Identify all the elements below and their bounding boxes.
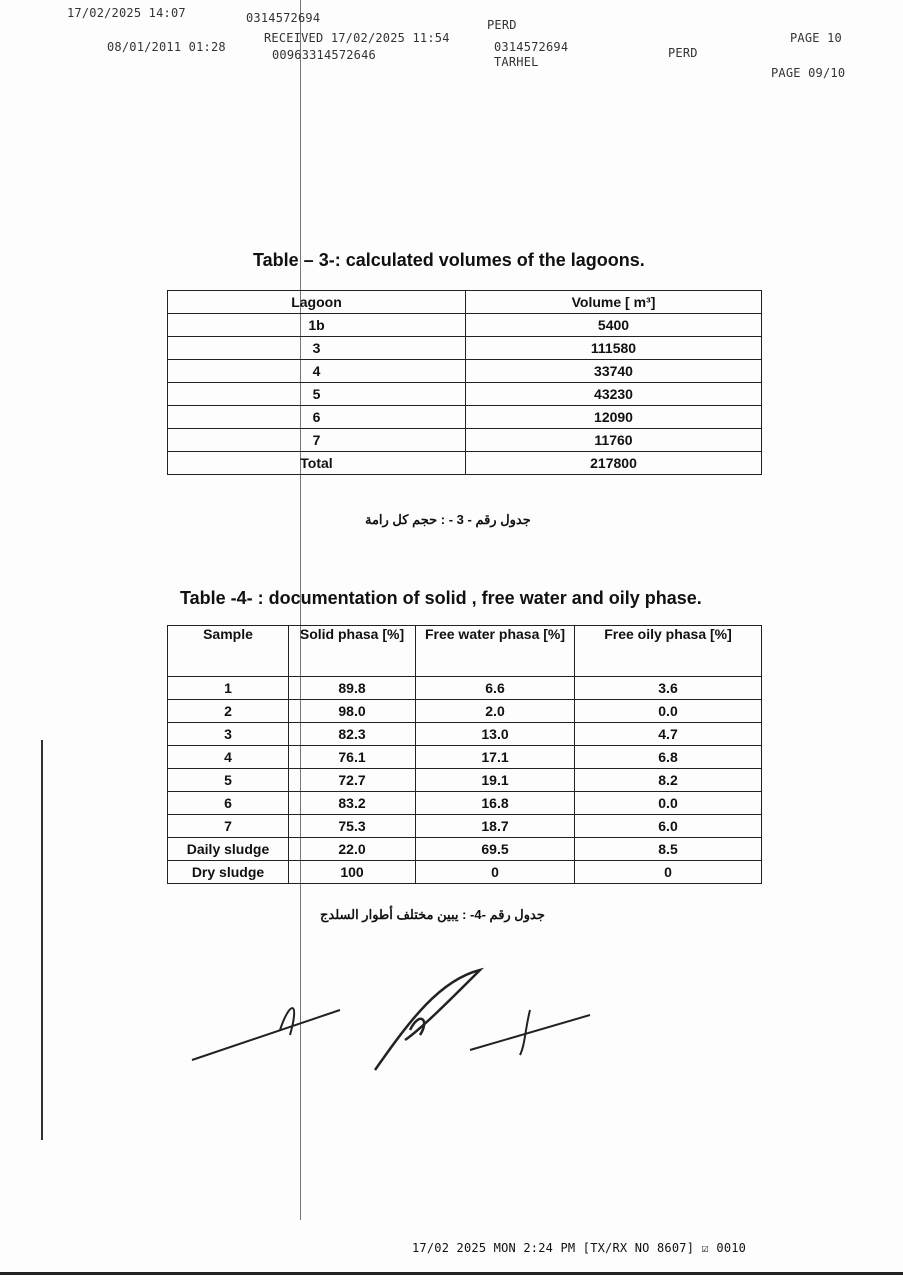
cell: 16.8 bbox=[416, 792, 575, 815]
cell: 4.7 bbox=[575, 723, 762, 746]
cell: 2 bbox=[168, 700, 289, 723]
table-row bbox=[168, 769, 762, 792]
table3-caption: Table – 3-: calculated volumes of the lagoons. bbox=[253, 250, 645, 270]
cell: 6.0 bbox=[575, 815, 762, 838]
signature-2 bbox=[375, 970, 480, 1070]
column-header: Free water phasa [%] bbox=[416, 626, 575, 677]
phase-documentation-table bbox=[167, 625, 762, 884]
table-row-total bbox=[168, 452, 762, 475]
cell: 217800 bbox=[466, 452, 762, 475]
cell: 13.0 bbox=[416, 723, 575, 746]
cell: 12090 bbox=[466, 406, 762, 429]
signature-3 bbox=[470, 1010, 590, 1055]
table-row bbox=[168, 792, 762, 815]
table3-arabic-caption: جدول رقم - 3 - : حجم كل رامة bbox=[365, 512, 531, 527]
table-header-row bbox=[168, 291, 762, 314]
fax-name-1: PERD bbox=[487, 18, 517, 32]
scan-edge-line bbox=[41, 740, 43, 1140]
cell: 22.0 bbox=[289, 838, 416, 861]
cell: Dry sludge bbox=[168, 861, 289, 884]
fax-page-a: PAGE 10 bbox=[790, 31, 842, 45]
cell: 5 bbox=[168, 769, 289, 792]
fax-name-2: PERD bbox=[668, 46, 698, 60]
lagoon-volumes-table bbox=[167, 290, 762, 475]
cell: 3 bbox=[168, 337, 466, 360]
table-header-row bbox=[168, 626, 762, 677]
fax-sender-name: TARHEL bbox=[494, 55, 539, 69]
cell: Daily sludge bbox=[168, 838, 289, 861]
cell: 43230 bbox=[466, 383, 762, 406]
cell: 8.2 bbox=[575, 769, 762, 792]
table-row bbox=[168, 677, 762, 700]
column-header: Free oily phasa [%] bbox=[575, 626, 762, 677]
column-header: Solid phasa [%] bbox=[289, 626, 416, 677]
cell: 7 bbox=[168, 429, 466, 452]
fax-number-1: 0314572694 bbox=[246, 11, 321, 25]
cell: 6 bbox=[168, 406, 466, 429]
cell: 4 bbox=[168, 746, 289, 769]
cell: 75.3 bbox=[289, 815, 416, 838]
cell: 3.6 bbox=[575, 677, 762, 700]
cell: 5400 bbox=[466, 314, 762, 337]
table-row bbox=[168, 314, 762, 337]
cell: 1b bbox=[168, 314, 466, 337]
column-header: Volume [ m³] bbox=[466, 291, 762, 314]
cell: 0.0 bbox=[575, 792, 762, 815]
table-row bbox=[168, 861, 762, 884]
signatures bbox=[180, 960, 610, 1080]
cell: 19.1 bbox=[416, 769, 575, 792]
fax-sender-number: 0314572694 bbox=[494, 40, 569, 54]
cell: 6.8 bbox=[575, 746, 762, 769]
cell: 0 bbox=[416, 861, 575, 884]
fax-footer-transmission: 17/02 2025 MON 2:24 PM [TX/RX NO 8607] ☑ 0010 bbox=[412, 1241, 747, 1255]
table-row bbox=[168, 723, 762, 746]
fax-datetime-2: 08/01/2011 01:28 bbox=[107, 40, 226, 54]
cell: 0 bbox=[575, 861, 762, 884]
cell: 100 bbox=[289, 861, 416, 884]
cell: 4 bbox=[168, 360, 466, 383]
fax-received: RECEIVED 17/02/2025 11:54 bbox=[264, 31, 450, 45]
cell: 69.5 bbox=[416, 838, 575, 861]
cell: 111580 bbox=[466, 337, 762, 360]
table-row bbox=[168, 700, 762, 723]
fax-datetime-1: 17/02/2025 14:07 bbox=[67, 6, 186, 20]
fax-page-b: PAGE 09/10 bbox=[771, 66, 846, 80]
signature-1 bbox=[192, 1008, 340, 1060]
column-header: Lagoon bbox=[168, 291, 466, 314]
table-row bbox=[168, 337, 762, 360]
table-row bbox=[168, 838, 762, 861]
cell: 3 bbox=[168, 723, 289, 746]
table4-caption: Table -4- : documentation of solid , free water and oily phase. bbox=[180, 588, 702, 608]
cell: Total bbox=[168, 452, 466, 475]
table-row bbox=[168, 406, 762, 429]
column-header: Sample bbox=[168, 626, 289, 677]
cell: 8.5 bbox=[575, 838, 762, 861]
cell: 18.7 bbox=[416, 815, 575, 838]
cell: 89.8 bbox=[289, 677, 416, 700]
cell: 72.7 bbox=[289, 769, 416, 792]
cell: 82.3 bbox=[289, 723, 416, 746]
table-row bbox=[168, 746, 762, 769]
cell: 6.6 bbox=[416, 677, 575, 700]
cell: 83.2 bbox=[289, 792, 416, 815]
table-row bbox=[168, 429, 762, 452]
cell: 11760 bbox=[466, 429, 762, 452]
cell: 17.1 bbox=[416, 746, 575, 769]
fax-received-number: 00963314572646 bbox=[272, 48, 376, 62]
table4-arabic-caption: جدول رقم -4- : يبين مختلف أطوار السلدج bbox=[320, 907, 545, 922]
cell: 33740 bbox=[466, 360, 762, 383]
table-row bbox=[168, 360, 762, 383]
cell: 98.0 bbox=[289, 700, 416, 723]
cell: 6 bbox=[168, 792, 289, 815]
cell: 2.0 bbox=[416, 700, 575, 723]
table-row bbox=[168, 383, 762, 406]
cell: 76.1 bbox=[289, 746, 416, 769]
scan-bottom-edge bbox=[0, 1272, 903, 1275]
cell: 7 bbox=[168, 815, 289, 838]
cell: 0.0 bbox=[575, 700, 762, 723]
cell: 5 bbox=[168, 383, 466, 406]
table-row bbox=[168, 815, 762, 838]
cell: 1 bbox=[168, 677, 289, 700]
